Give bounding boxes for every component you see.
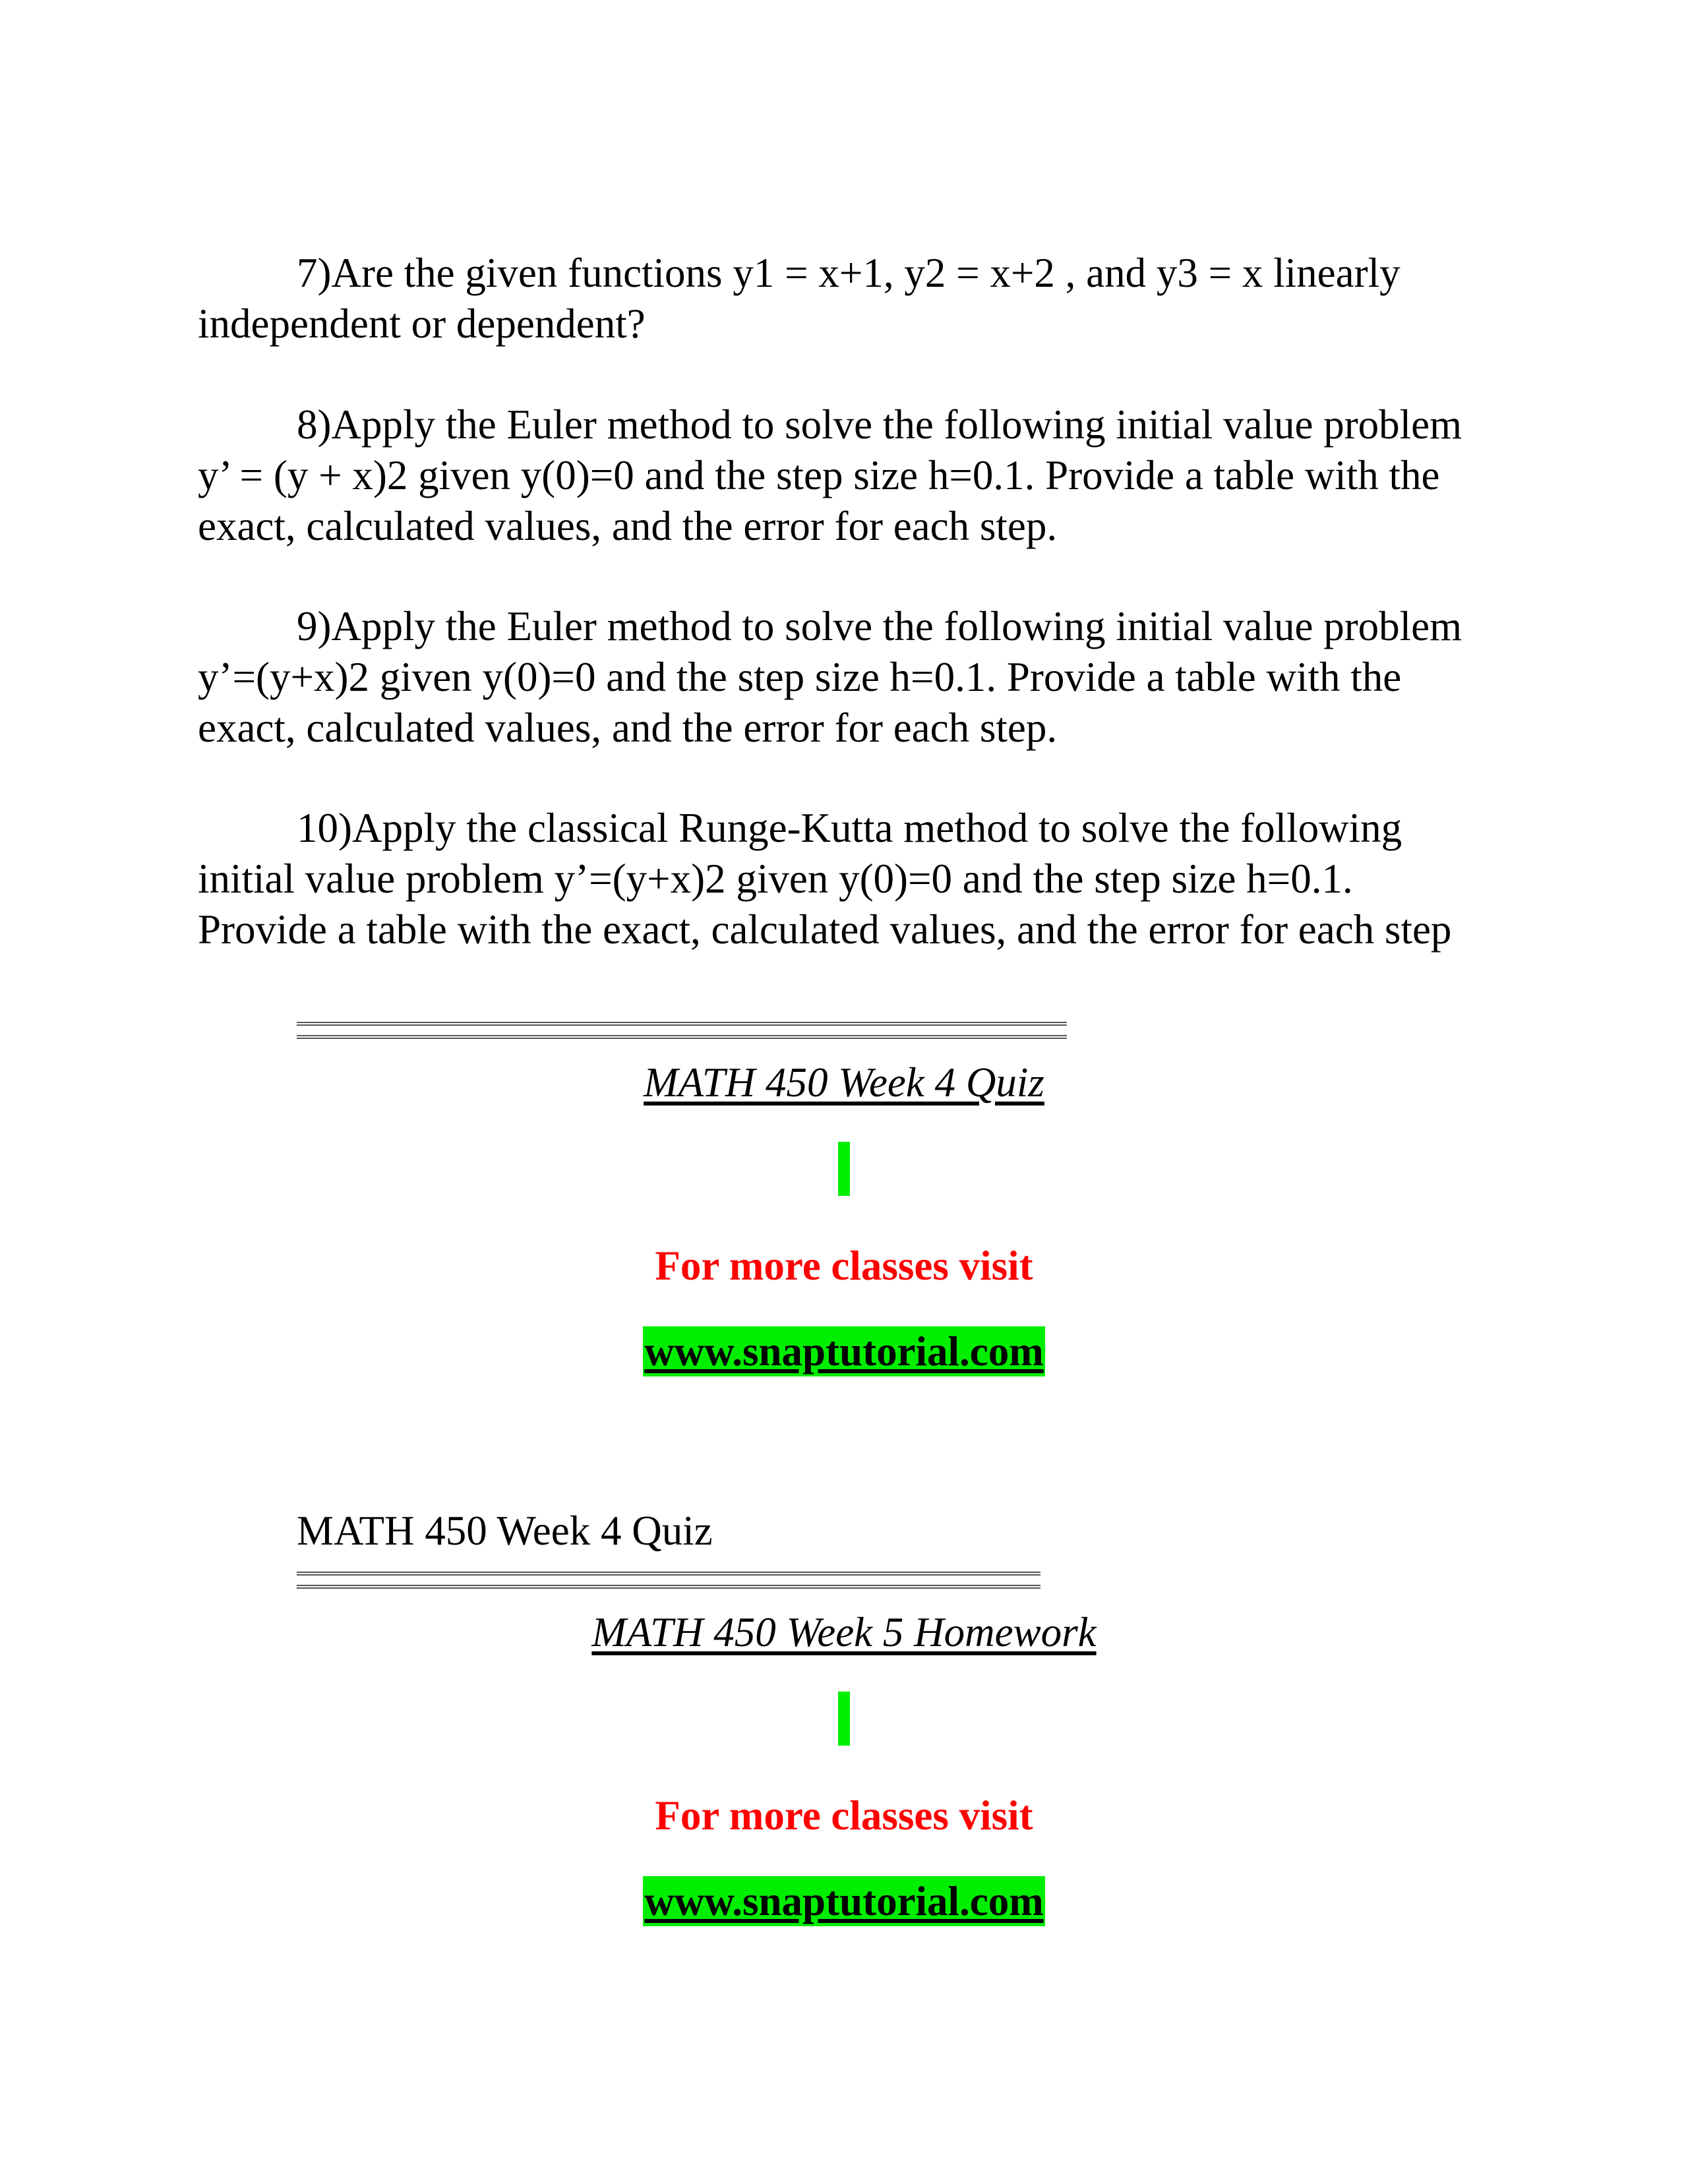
week-4-quiz-link[interactable]: MATH 450 Week 4 Quiz	[644, 1059, 1044, 1106]
section-1-site-row	[0, 1326, 1688, 1376]
question-8	[198, 399, 1490, 552]
visit-text: For more classes visit	[655, 1792, 1033, 1839]
question-8-text: 8)Apply the Euler method to solve the following initial value problem y’ = (y + x)2 given y(0)=0 and the step size h=0.1. Provide a table with the exact, calculated values, and the error for each step.	[198, 401, 1462, 549]
section-2-site-row	[0, 1876, 1688, 1926]
separator-line	[297, 1022, 1067, 1039]
question-9	[198, 601, 1490, 753]
snaptutorial-link[interactable]: www.snaptutorial.com	[643, 1876, 1045, 1926]
green-marker-icon	[838, 1142, 850, 1196]
question-10	[198, 803, 1490, 955]
separator-line	[297, 1572, 1040, 1589]
week-5-homework-link[interactable]: MATH 450 Week 5 Homework	[591, 1609, 1097, 1655]
question-10-text: 10)Apply the classical Runge-Kutta method to solve the following initial value problem y’=(y+x)2 given y(0)=0 and the step size h=0.1. Provide a table with the exact, calculated values, and the error for each step	[198, 805, 1452, 953]
question-7	[198, 248, 1490, 349]
visit-text: For more classes visit	[655, 1243, 1033, 1289]
section-2-title-row	[0, 1606, 1688, 1659]
section-heading: MATH 450 Week 4 Quiz	[297, 1508, 713, 1554]
snaptutorial-link[interactable]: www.snaptutorial.com	[643, 1326, 1045, 1376]
section-1-visit-row	[0, 1239, 1688, 1292]
question-9-text: 9)Apply the Euler method to solve the following initial value problem y’=(y+x)2 given y(0)=0 and the step size h=0.1. Provide a table with the exact, calculated values, and the error for each step.	[198, 603, 1462, 751]
green-marker-icon	[838, 1692, 850, 1746]
section-2-visit-row	[0, 1789, 1688, 1842]
section-1-title-row	[0, 1056, 1688, 1109]
question-7-text: 7)Are the given functions y1 = x+1, y2 = x+2 , and y3 = x linearly independent or dependent?	[198, 250, 1401, 347]
